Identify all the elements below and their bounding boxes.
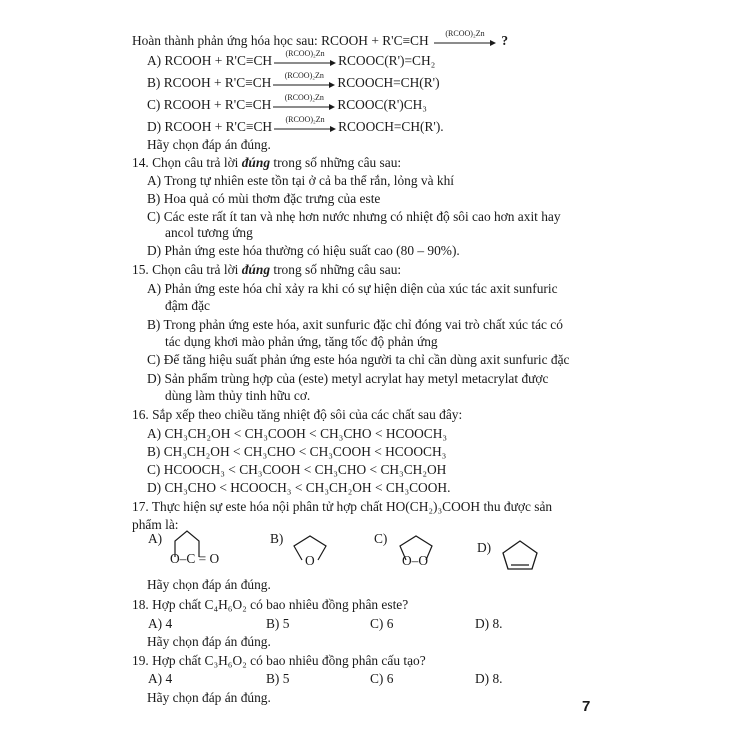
q17-option-a-label: A) [148, 531, 163, 546]
q13-option-b: B) RCOOH + R'C≡CH (RCOO)₂Zn RCOOCH=CH(R') [147, 70, 440, 90]
q16-option-c: C) HCOOCH₃ < CH₃COOH < CH₃CHO < CH₃CH₂OH [147, 462, 447, 477]
reaction-arrow: (RCOO)₂Zn [274, 56, 336, 68]
q16-stem: 16. Sắp xếp theo chiều tăng nhiệt độ sôi của các chất sau đây: [132, 407, 463, 422]
q15-option-c: C) Để tăng hiệu suất phản ứng este hóa người ta chỉ cần dùng axit sunfuric đặc [147, 352, 570, 367]
q14-option-c-cont: ancol tương ứng [165, 225, 253, 240]
q17-option-a-atoms: O–C = O [170, 551, 220, 566]
q17-option-c-atoms: O–O [402, 553, 429, 568]
q18-choose: Hãy chọn đáp án đúng. [147, 634, 271, 649]
q19-option-c: C) 6 [370, 671, 394, 686]
q18-option-a: A) 4 [148, 616, 173, 631]
q15-option-a: A) Phản ứng este hóa chỉ xảy ra khi có sự hiện diện của xúc tác axit sunfuric [147, 281, 558, 296]
q19-option-d: D) 8. [475, 671, 503, 686]
q17-option-b-atom: O [305, 553, 315, 568]
q17-choose: Hãy chọn đáp án đúng. [147, 577, 271, 592]
q17-stem-line1: 17. Thực hiện sự este hóa nội phân tử hợp chất HO(CH₂)₃COOH thu được sản [132, 499, 553, 514]
q19-option-a: A) 4 [148, 671, 173, 686]
q18-option-d: D) 8. [475, 616, 503, 631]
q13-stem-end: ? [501, 33, 509, 48]
q17-option-c-label: C) [374, 531, 388, 546]
q15-option-d: D) Sản phẩm trùng hợp của (este) metyl acrylat hay metyl metacrylat được [147, 371, 549, 386]
q13-option-d: D) RCOOH + R'C≡CH (RCOO)₂Zn RCOOCH=CH(R'). [147, 114, 444, 134]
q16-option-d: D) CH₃CHO < HCOOCH₃ < CH₃CH₂OH < CH₃COOH. [147, 480, 451, 495]
q13-stem [132, 28, 509, 50]
q15-stem: 15. Chọn câu trả lời đúng trong số những câu sau: [132, 262, 402, 277]
q14-option-a: A) Trong tự nhiên este tồn tại ở cả ba thể rắn, lỏng và khí [147, 173, 455, 188]
q14-stem: 14. Chọn câu trả lời đúng trong số những câu sau: [132, 155, 402, 170]
q15-option-b-cont: tác dụng khơi mào phản ứng, tăng tốc độ phản ứng [165, 334, 438, 349]
q13-choose: Hãy chọn đáp án đúng. [147, 137, 271, 152]
q19-option-b: B) 5 [266, 671, 290, 686]
q15-option-b: B) Trong phản ứng este hóa, axit sunfuric đặc chỉ đóng vai trò chất xúc tác có [147, 317, 563, 332]
cyclopentene-ring-d [500, 538, 540, 574]
q13-option-c: C) RCOOH + R'C≡CH (RCOO)₂Zn RCOOC(R')CH₃ [147, 92, 427, 112]
reaction-arrow: (RCOO)₂Zn [274, 122, 336, 134]
q14-option-b: B) Hoa quả có mùi thơm đặc trưng của este [147, 191, 381, 206]
q18-option-c: C) 6 [370, 616, 394, 631]
q15-option-d-cont: dùng làm thủy tinh hữu cơ. [165, 388, 311, 403]
q17-option-b-label: B) [270, 531, 284, 546]
q17-option-d-label: D) [477, 540, 492, 555]
q13-option-a: A) RCOOH + R'C≡CH (RCOO)₂Zn RCOOC(R')=CH₂ [147, 48, 436, 68]
reaction-arrow: (RCOO)₂Zn [273, 78, 335, 90]
reaction-arrow: (RCOO)₂Zn [434, 36, 496, 48]
page-number: 7 [582, 698, 591, 715]
q14-option-c: C) Các este rất ít tan và nhẹ hơn nước nhưng có nhiệt độ sôi cao hơn axit hay [147, 209, 561, 224]
q16-option-b: B) CH₃CH₂OH < CH₃CHO < CH₃COOH < HCOOCH₃ [147, 444, 447, 459]
q14-option-d: D) Phản ứng este hóa thường có hiệu suất cao (80 – 90%). [147, 243, 460, 258]
q15-option-a-cont: đậm đặc [165, 298, 210, 313]
q19-choose: Hãy chọn đáp án đúng. [147, 690, 271, 705]
q13-stem-text: Hoàn thành phản ứng hóa học sau: RCOOH + R'C≡CH [132, 33, 429, 48]
q16-option-a: A) CH₃CH₂OH < CH₃COOH < CH₃CHO < HCOOCH₃ [147, 426, 448, 441]
q17-stem-line2: phẩm là: [132, 517, 179, 532]
reaction-arrow: (RCOO)₂Zn [273, 100, 335, 112]
q18-stem: 18. Hợp chất C₄H₆O₂ có bao nhiêu đồng phân este? [132, 597, 409, 612]
q19-stem: 19. Hợp chất C₃H₆O₂ có bao nhiêu đồng phân cấu tạo? [132, 653, 426, 668]
q18-option-b: B) 5 [266, 616, 290, 631]
